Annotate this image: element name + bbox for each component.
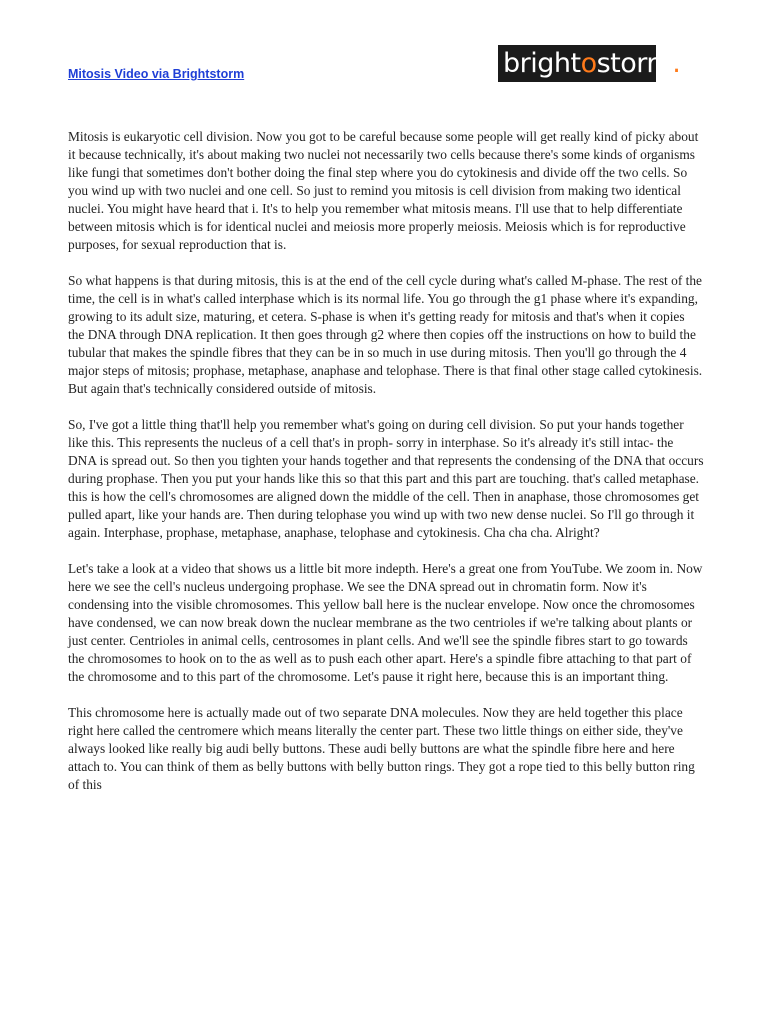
brightstorm-logo	[498, 45, 681, 82]
mitosis-video-link[interactable]: Mitosis Video via Brightstorm	[68, 67, 245, 81]
paragraph: So what happens is that during mitosis, this is at the end of the cell cycle during what's called M-phase. The rest of the time, the cell is in what's called interphase which is its normal life. You go through the g1 phase where it's expanding, growing to its adult size, maturing, et cetera. S-phase is when it's getting ready for mitosis and that's when it copies the DNA through DNA replication. It then goes through g2 where then copies off the instructions on how to build the tubular that makes the spindle fibres that they can be in so much in use during mitosis. Then you'll go through the 4 major steps of mitosis; prophase, metaphase, anaphase and telophase. There is that final other stage called cytokinesis. But again that's technically considered outside of mitosis.	[68, 273, 703, 396]
logo-text-part2: storm	[596, 48, 673, 79]
logo-text-suffix: .	[672, 48, 681, 79]
paragraph: This chromosome here is actually made out of two separate DNA molecules. Now they are held together this place right here called the centromere which means literally the center part. These two little things on either side, they've always looked like really big audi belly buttons. These audi belly buttons are what the spindle fibre here and here attach to. You can think of them as belly buttons with belly button rings. They got a rope tied to this belly button ring of this	[68, 705, 695, 792]
logo-text-accent: o	[580, 48, 597, 79]
logo-text-part1: bright	[503, 48, 581, 79]
transcript-body	[68, 128, 704, 812]
paragraph: Let's take a look at a video that shows us a little bit more indepth. Here's a great one from YouTube. We zoom in. Now here we see the cell's nucleus undergoing prophase. We see the DNA spread out in chromatin form. Now it's condensing into the visible chromosomes. This yellow ball here is the nuclear envelope. Now once the chromosomes have condensed, we can now break down the nuclear membrane as the two centrioles if we're talking about plants or just center. Centrioles in animal cells, centrosomes in plant cells. And we'll see the spindle fibres start to go towards the chromosomes to hook on to the as well as to push each other apart. Here's a spindle fibre attaching to that part of the chromosome and to this part of the chromosome. Let's pause it right here, because this is an important thing.	[68, 561, 703, 684]
paragraph: So, I've got a little thing that'll help you remember what's going on during cell division. So put your hands together like this. This represents the nucleus of a cell that's in proph- sorry in interphase. So it's already it's still intac- the DNA is spread out. So then you tighten your hands together and that represents the condensing of the DNA that occurs during prophase. Then you put your hands like this so that this part and this part are touching. that's called metaphase. this is how the cell's chromosomes are aligned down the middle of the cell. Then in anaphase, those chromosomes get pulled apart, like your hands are. Then during telophase you wind up with two new dense nuclei. So I'll go through it again. Interphase, prophase, metaphase, anaphase, telophase and cytokinesis. Cha cha cha. Alright?	[68, 417, 704, 540]
paragraph: Mitosis is eukaryotic cell division. Now you got to be careful because some people will get really kind of picky about it because technically, it's about making two nuclei not necessarily two cells because there's some kinds of organisms like fungi that sometimes don't bother doing the final step where you do cytokinesis and divide off the two cells. So you wind up with two nuclei and one cell. So just to remind you mitosis is cell division from making two identical nuclei. You might have heard that i. It's to help you remember what mitosis means. I'll use that to help differentiate between mitosis which is for identical nuclei and meiosis more properly meiosis. Meiosis which is for reproductive purposes, for sexual reproduction that is.	[68, 129, 699, 252]
